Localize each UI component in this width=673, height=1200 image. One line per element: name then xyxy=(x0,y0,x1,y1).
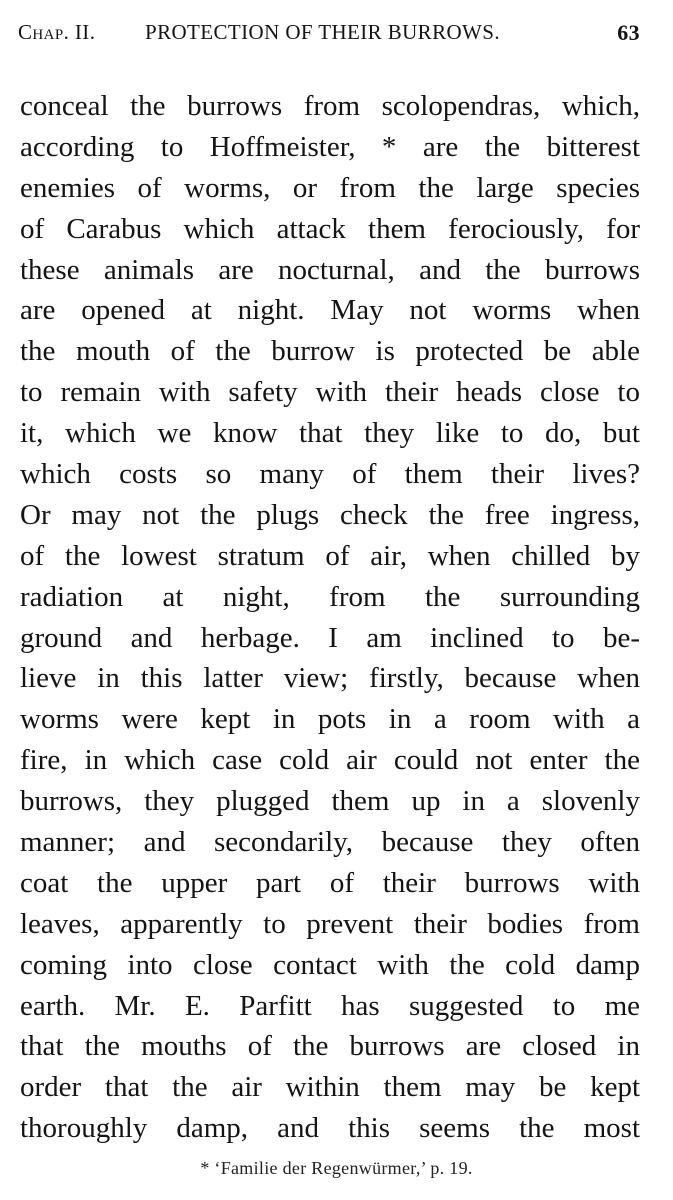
chapter-label: Chap. II. xyxy=(18,20,96,44)
text-line: ground and herbage. I am inclined to be- xyxy=(20,621,640,654)
text-line: these animals are nocturnal, and the burrows xyxy=(20,253,640,286)
text-line: of the lowest stratum of air, when chilled by xyxy=(20,539,640,572)
text-line: worms were kept in pots in a room with a xyxy=(20,703,640,736)
body-text xyxy=(20,86,640,1149)
text-line: earth. Mr. E. Parfitt has suggested to me xyxy=(20,989,640,1022)
text-line: radiation at night, from the surrounding xyxy=(20,580,640,613)
text-line: lieve in this latter view; firstly, because when xyxy=(20,662,640,695)
text-line: the mouth of the burrow is protected be able xyxy=(20,335,640,368)
text-line: it, which we know that they like to do, but xyxy=(20,417,640,450)
running-head xyxy=(18,20,640,50)
text-line: burrows, they plugged them up in a slovenly xyxy=(20,785,640,818)
text-line: to remain with safety with their heads close to xyxy=(20,376,640,409)
text-line: of Carabus which attack them ferociously, for xyxy=(20,212,640,245)
text-line: coming into close contact with the cold damp xyxy=(20,948,640,981)
text-line: manner; and secondarily, because they often xyxy=(20,826,640,859)
text-line: fire, in which case cold air could not enter the xyxy=(20,744,640,777)
text-line: order that the air within them may be kept xyxy=(20,1071,640,1104)
footnote: * ‘Familie der Regenwürmer,’ p. 19. xyxy=(200,1158,473,1178)
text-line: that the mouths of the burrows are closed in xyxy=(20,1030,640,1063)
page-number: 63 xyxy=(617,20,640,45)
text-line: which costs so many of them their lives? xyxy=(20,458,640,491)
text-line: leaves, apparently to prevent their bodies from xyxy=(20,907,640,940)
text-line: enemies of worms, or from the large species xyxy=(20,171,640,204)
running-title: PROTECTION OF THEIR BURROWS. xyxy=(145,20,501,44)
text-line: according to Hoffmeister, * are the bitterest xyxy=(20,130,640,163)
text-line: thoroughly damp, and this seems the most xyxy=(20,1112,640,1145)
text-line: are opened at night. May not worms when xyxy=(20,294,640,327)
text-line: conceal the burrows from scolopendras, which, xyxy=(20,90,640,122)
text-line: coat the upper part of their burrows with xyxy=(20,866,640,899)
text-line: Or may not the plugs check the free ingress, xyxy=(20,498,640,531)
